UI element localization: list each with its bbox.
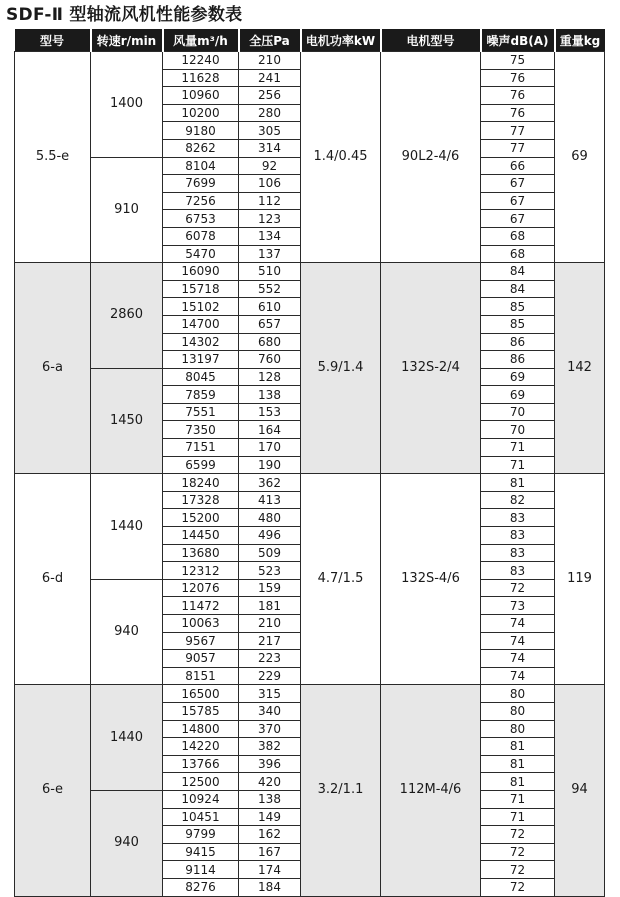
pressure-cell: 510 [239, 263, 301, 281]
airflow-cell: 14220 [163, 738, 239, 756]
pressure-cell: 362 [239, 474, 301, 492]
airflow-cell: 7699 [163, 175, 239, 193]
noise-cell: 74 [481, 615, 555, 633]
motor-power-cell: 1.4/0.45 [301, 52, 381, 263]
pressure-cell: 170 [239, 439, 301, 457]
airflow-cell: 9114 [163, 861, 239, 879]
performance-table-container [14, 29, 605, 897]
speed-cell: 1450 [91, 368, 163, 474]
noise-cell: 81 [481, 738, 555, 756]
weight-cell: 94 [555, 685, 605, 896]
pressure-cell: 420 [239, 773, 301, 791]
airflow-cell: 7859 [163, 386, 239, 404]
airflow-cell: 13680 [163, 544, 239, 562]
model-group [15, 52, 605, 263]
speed-cell: 1400 [91, 52, 163, 158]
airflow-cell: 16500 [163, 685, 239, 703]
airflow-cell: 8262 [163, 139, 239, 157]
noise-cell: 81 [481, 474, 555, 492]
airflow-cell: 9057 [163, 650, 239, 668]
table-header [15, 29, 605, 52]
header-motor-power: 电机功率kW [301, 29, 381, 52]
airflow-cell: 7256 [163, 192, 239, 210]
airflow-cell: 10063 [163, 615, 239, 633]
speed-cell: 2860 [91, 263, 163, 369]
airflow-cell: 6753 [163, 210, 239, 228]
airflow-cell: 13766 [163, 755, 239, 773]
airflow-cell: 14800 [163, 720, 239, 738]
pressure-cell: 523 [239, 562, 301, 580]
airflow-cell: 9415 [163, 843, 239, 861]
pressure-cell: 396 [239, 755, 301, 773]
noise-cell: 81 [481, 773, 555, 791]
header-noise: 噪声dB(A) [481, 29, 555, 52]
pressure-cell: 241 [239, 69, 301, 87]
model-cell: 6-d [15, 474, 91, 685]
pressure-cell: 480 [239, 509, 301, 527]
noise-cell: 72 [481, 878, 555, 896]
noise-cell: 76 [481, 69, 555, 87]
table-row [15, 52, 605, 70]
noise-cell: 77 [481, 122, 555, 140]
noise-cell: 67 [481, 192, 555, 210]
noise-cell: 72 [481, 579, 555, 597]
noise-cell: 71 [481, 808, 555, 826]
weight-cell: 119 [555, 474, 605, 685]
model-cell: 6-e [15, 685, 91, 896]
pressure-cell: 134 [239, 227, 301, 245]
noise-cell: 66 [481, 157, 555, 175]
pressure-cell: 210 [239, 52, 301, 70]
noise-cell: 68 [481, 245, 555, 263]
pressure-cell: 138 [239, 790, 301, 808]
pressure-cell: 159 [239, 579, 301, 597]
noise-cell: 70 [481, 403, 555, 421]
header-speed: 转速r/min [91, 29, 163, 52]
airflow-cell: 11628 [163, 69, 239, 87]
model-cell: 5.5-e [15, 52, 91, 263]
pressure-cell: 162 [239, 826, 301, 844]
pressure-cell: 190 [239, 456, 301, 474]
speed-cell: 1440 [91, 685, 163, 791]
noise-cell: 69 [481, 368, 555, 386]
motor-model-cell: 90L2-4/6 [381, 52, 481, 263]
header-motor-model: 电机型号 [381, 29, 481, 52]
speed-cell: 940 [91, 790, 163, 896]
pressure-cell: 552 [239, 280, 301, 298]
pressure-cell: 137 [239, 245, 301, 263]
pressure-cell: 680 [239, 333, 301, 351]
noise-cell: 75 [481, 52, 555, 70]
airflow-cell: 12312 [163, 562, 239, 580]
header-airflow: 风量m³/h [163, 29, 239, 52]
noise-cell: 80 [481, 702, 555, 720]
noise-cell: 71 [481, 439, 555, 457]
airflow-cell: 9567 [163, 632, 239, 650]
noise-cell: 70 [481, 421, 555, 439]
header-row [15, 29, 605, 52]
airflow-cell: 13197 [163, 351, 239, 369]
airflow-cell: 17328 [163, 491, 239, 509]
pressure-cell: 223 [239, 650, 301, 668]
motor-model-cell: 132S-4/6 [381, 474, 481, 685]
noise-cell: 74 [481, 650, 555, 668]
pressure-cell: 509 [239, 544, 301, 562]
pressure-cell: 92 [239, 157, 301, 175]
noise-cell: 76 [481, 104, 555, 122]
pressure-cell: 496 [239, 527, 301, 545]
model-group [15, 474, 605, 685]
table-row [15, 474, 605, 492]
noise-cell: 77 [481, 139, 555, 157]
noise-cell: 81 [481, 755, 555, 773]
airflow-cell: 5470 [163, 245, 239, 263]
airflow-cell: 11472 [163, 597, 239, 615]
airflow-cell: 7551 [163, 403, 239, 421]
pressure-cell: 760 [239, 351, 301, 369]
airflow-cell: 18240 [163, 474, 239, 492]
pressure-cell: 315 [239, 685, 301, 703]
pressure-cell: 149 [239, 808, 301, 826]
airflow-cell: 15785 [163, 702, 239, 720]
pressure-cell: 153 [239, 403, 301, 421]
noise-cell: 80 [481, 720, 555, 738]
noise-cell: 74 [481, 632, 555, 650]
noise-cell: 83 [481, 509, 555, 527]
airflow-cell: 8045 [163, 368, 239, 386]
pressure-cell: 184 [239, 878, 301, 896]
noise-cell: 71 [481, 456, 555, 474]
noise-cell: 85 [481, 298, 555, 316]
noise-cell: 85 [481, 315, 555, 333]
pressure-cell: 167 [239, 843, 301, 861]
pressure-cell: 370 [239, 720, 301, 738]
airflow-cell: 6078 [163, 227, 239, 245]
pressure-cell: 112 [239, 192, 301, 210]
motor-power-cell: 3.2/1.1 [301, 685, 381, 896]
airflow-cell: 14700 [163, 315, 239, 333]
noise-cell: 84 [481, 263, 555, 281]
airflow-cell: 10451 [163, 808, 239, 826]
noise-cell: 69 [481, 386, 555, 404]
page-title: SDF-Ⅱ 型轴流风机性能参数表 [6, 5, 243, 25]
noise-cell: 71 [481, 790, 555, 808]
noise-cell: 84 [481, 280, 555, 298]
noise-cell: 68 [481, 227, 555, 245]
airflow-cell: 15200 [163, 509, 239, 527]
weight-cell: 142 [555, 263, 605, 474]
airflow-cell: 14450 [163, 527, 239, 545]
motor-model-cell: 132S-2/4 [381, 263, 481, 474]
header-weight: 重量kg [555, 29, 605, 52]
pressure-cell: 123 [239, 210, 301, 228]
pressure-cell: 610 [239, 298, 301, 316]
pressure-cell: 181 [239, 597, 301, 615]
speed-cell: 910 [91, 157, 163, 263]
pressure-cell: 413 [239, 491, 301, 509]
table-row [15, 263, 605, 281]
table-row [15, 685, 605, 703]
airflow-cell: 12076 [163, 579, 239, 597]
pressure-cell: 210 [239, 615, 301, 633]
noise-cell: 67 [481, 175, 555, 193]
pressure-cell: 229 [239, 667, 301, 685]
model-cell: 6-a [15, 263, 91, 474]
pressure-cell: 305 [239, 122, 301, 140]
noise-cell: 76 [481, 87, 555, 105]
motor-power-cell: 5.9/1.4 [301, 263, 381, 474]
airflow-cell: 8104 [163, 157, 239, 175]
noise-cell: 72 [481, 843, 555, 861]
airflow-cell: 12500 [163, 773, 239, 791]
weight-cell: 69 [555, 52, 605, 263]
noise-cell: 83 [481, 562, 555, 580]
noise-cell: 83 [481, 544, 555, 562]
airflow-cell: 12240 [163, 52, 239, 70]
header-model: 型号 [15, 29, 91, 52]
pressure-cell: 138 [239, 386, 301, 404]
pressure-cell: 340 [239, 702, 301, 720]
pressure-cell: 128 [239, 368, 301, 386]
pressure-cell: 106 [239, 175, 301, 193]
noise-cell: 72 [481, 861, 555, 879]
speed-cell: 940 [91, 579, 163, 685]
speed-cell: 1440 [91, 474, 163, 580]
pressure-cell: 164 [239, 421, 301, 439]
header-pressure: 全压Pa [239, 29, 301, 52]
pressure-cell: 174 [239, 861, 301, 879]
pressure-cell: 314 [239, 139, 301, 157]
noise-cell: 83 [481, 527, 555, 545]
airflow-cell: 14302 [163, 333, 239, 351]
airflow-cell: 9799 [163, 826, 239, 844]
airflow-cell: 15102 [163, 298, 239, 316]
noise-cell: 86 [481, 333, 555, 351]
noise-cell: 72 [481, 826, 555, 844]
airflow-cell: 8151 [163, 667, 239, 685]
pressure-cell: 280 [239, 104, 301, 122]
airflow-cell: 9180 [163, 122, 239, 140]
pressure-cell: 256 [239, 87, 301, 105]
noise-cell: 74 [481, 667, 555, 685]
airflow-cell: 6599 [163, 456, 239, 474]
airflow-cell: 7350 [163, 421, 239, 439]
airflow-cell: 16090 [163, 263, 239, 281]
noise-cell: 82 [481, 491, 555, 509]
airflow-cell: 10960 [163, 87, 239, 105]
pressure-cell: 657 [239, 315, 301, 333]
noise-cell: 67 [481, 210, 555, 228]
model-group [15, 685, 605, 896]
performance-table [14, 29, 605, 897]
noise-cell: 80 [481, 685, 555, 703]
airflow-cell: 8276 [163, 878, 239, 896]
airflow-cell: 7151 [163, 439, 239, 457]
motor-model-cell: 112M-4/6 [381, 685, 481, 896]
airflow-cell: 15718 [163, 280, 239, 298]
noise-cell: 73 [481, 597, 555, 615]
noise-cell: 86 [481, 351, 555, 369]
pressure-cell: 217 [239, 632, 301, 650]
airflow-cell: 10924 [163, 790, 239, 808]
pressure-cell: 382 [239, 738, 301, 756]
model-group [15, 263, 605, 474]
airflow-cell: 10200 [163, 104, 239, 122]
motor-power-cell: 4.7/1.5 [301, 474, 381, 685]
